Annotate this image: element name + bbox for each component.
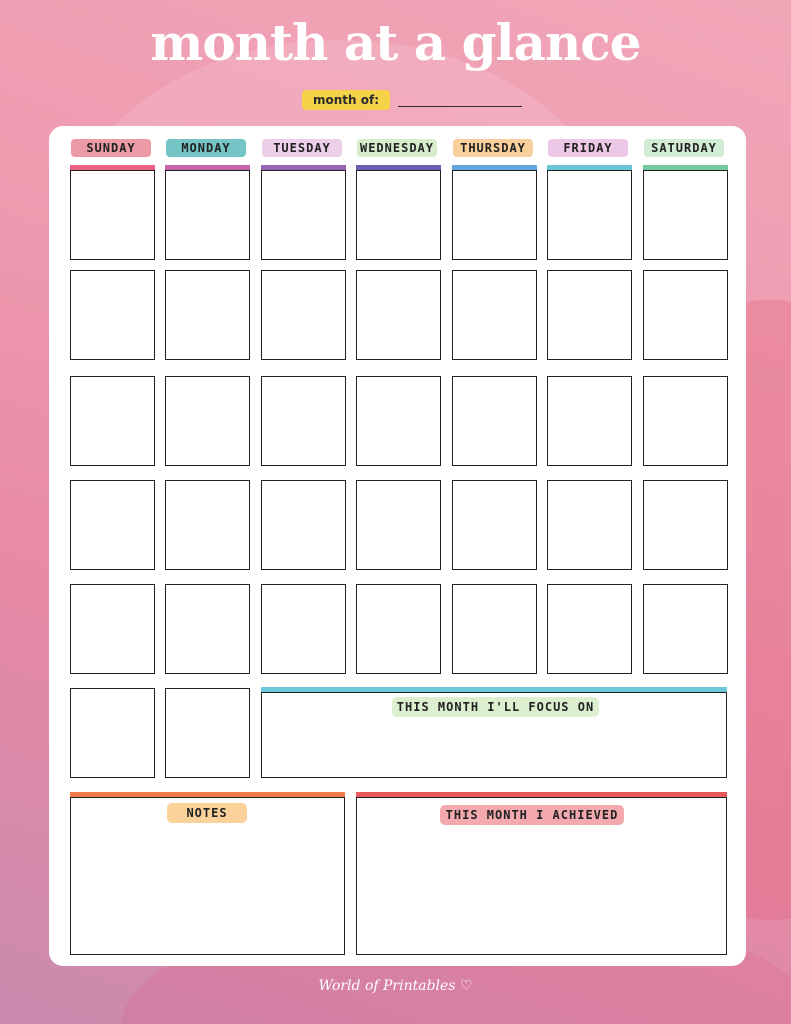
day-cell[interactable]: [70, 376, 155, 466]
day-cell[interactable]: [261, 480, 346, 570]
month-of-field: [302, 90, 522, 110]
day-cell[interactable]: [547, 170, 632, 260]
day-cell[interactable]: [70, 270, 155, 360]
page-title: month at a glance: [150, 13, 641, 72]
day-cell[interactable]: [452, 170, 537, 260]
day-cell[interactable]: [643, 270, 728, 360]
day-cell[interactable]: [261, 170, 346, 260]
day-cell[interactable]: [70, 480, 155, 570]
calendar-card: [49, 126, 746, 966]
day-cell[interactable]: [643, 584, 728, 674]
day-cell[interactable]: [452, 376, 537, 466]
weekday-label-saturday: SATURDAY: [644, 139, 724, 157]
day-cell[interactable]: [165, 584, 250, 674]
day-cell[interactable]: [261, 376, 346, 466]
footer-brand: World of Printables ♡: [318, 978, 473, 994]
weekday-label-sunday: SUNDAY: [71, 139, 151, 157]
notes-label: NOTES: [167, 803, 247, 823]
day-cell[interactable]: [70, 170, 155, 260]
day-cell[interactable]: [452, 480, 537, 570]
day-cell[interactable]: [356, 270, 441, 360]
day-cell[interactable]: [547, 270, 632, 360]
day-cell[interactable]: [452, 270, 537, 360]
day-cell[interactable]: [165, 376, 250, 466]
day-cell[interactable]: [547, 480, 632, 570]
month-of-label: month of:: [302, 90, 390, 110]
achieved-label: THIS MONTH I ACHIEVED: [440, 805, 624, 825]
day-cell[interactable]: [452, 584, 537, 674]
day-cell[interactable]: [643, 170, 728, 260]
day-cell[interactable]: [165, 688, 250, 778]
day-cell[interactable]: [643, 480, 728, 570]
day-cell[interactable]: [356, 480, 441, 570]
day-cell[interactable]: [547, 376, 632, 466]
day-cell[interactable]: [261, 270, 346, 360]
day-cell[interactable]: [70, 584, 155, 674]
day-cell[interactable]: [165, 270, 250, 360]
month-of-write-line[interactable]: [398, 106, 522, 107]
day-cell[interactable]: [70, 688, 155, 778]
weekday-label-wednesday: WEDNESDAY: [357, 139, 437, 157]
day-cell[interactable]: [356, 584, 441, 674]
focus-label: THIS MONTH I'LL FOCUS ON: [392, 697, 599, 717]
day-cell[interactable]: [261, 584, 346, 674]
day-cell[interactable]: [547, 584, 632, 674]
weekday-label-monday: MONDAY: [166, 139, 246, 157]
day-cell[interactable]: [356, 376, 441, 466]
weekday-label-thursday: THURSDAY: [453, 139, 533, 157]
day-cell[interactable]: [356, 170, 441, 260]
day-cell[interactable]: [165, 170, 250, 260]
day-cell[interactable]: [643, 376, 728, 466]
day-cell[interactable]: [165, 480, 250, 570]
weekday-label-friday: FRIDAY: [548, 139, 628, 157]
weekday-label-tuesday: TUESDAY: [262, 139, 342, 157]
